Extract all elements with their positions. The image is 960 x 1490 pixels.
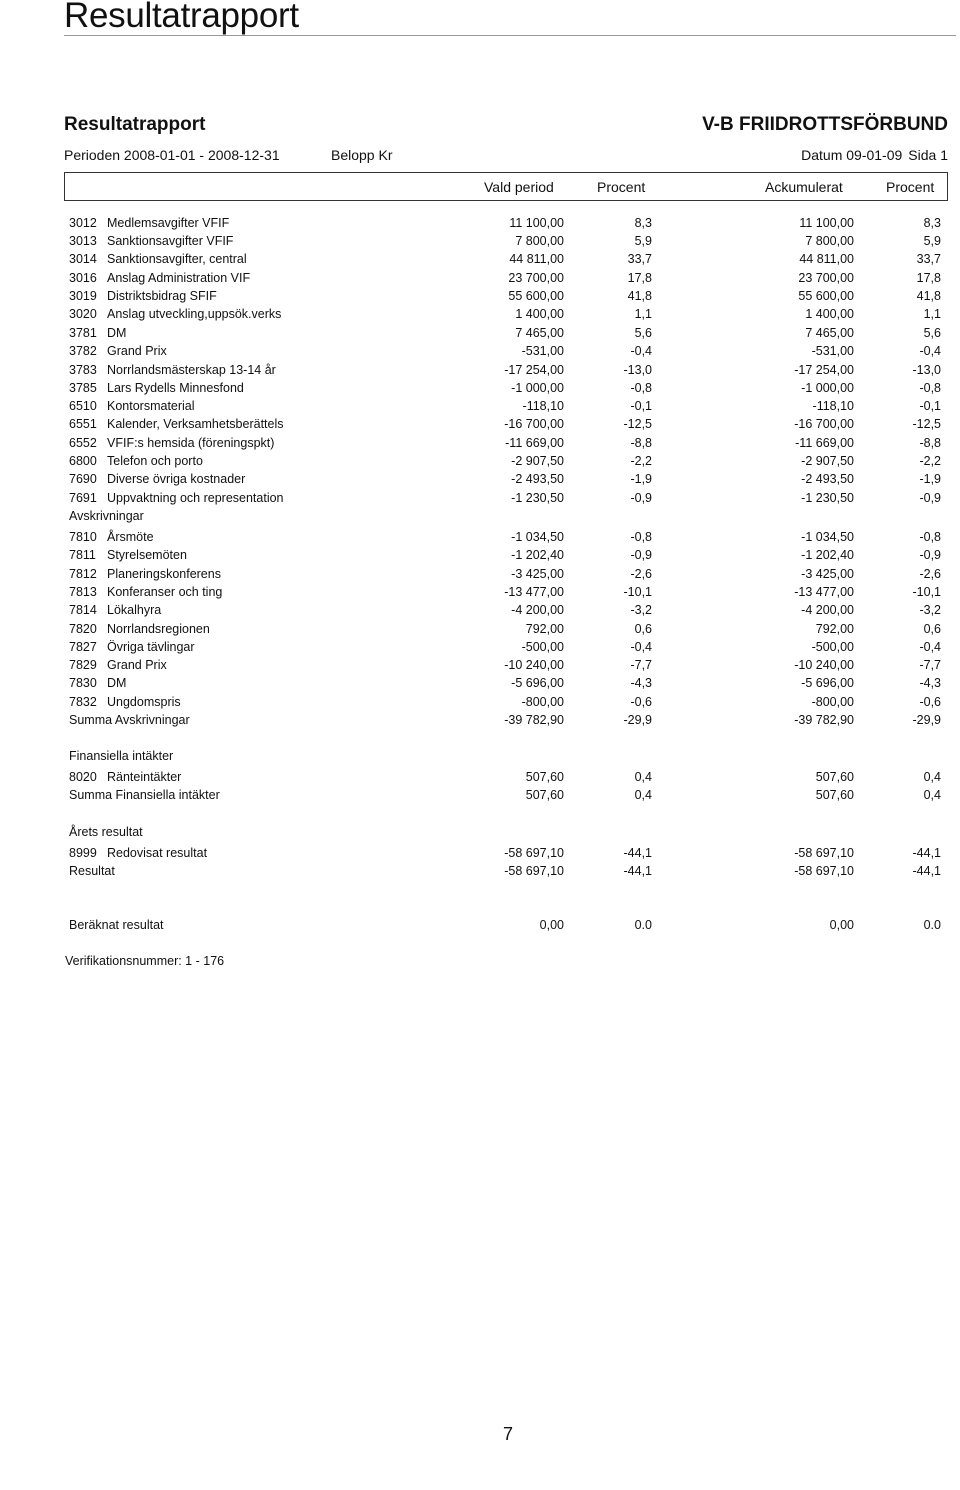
accumulated-amount: -39 782,90 [794,713,854,727]
account-name: Lökalhyra [107,603,162,617]
account-name: VFIF:s hemsida (föreningspkt) [107,436,275,450]
table-row [0,287,960,305]
period-percent: 0,4 [634,788,652,802]
accumulated-percent: -7,7 [919,658,941,672]
account-number: 3016 [69,271,97,285]
row-label [69,620,210,638]
row-label [69,638,195,656]
period-amount: -58 697,10 [504,846,564,860]
account-number: 3782 [69,344,97,358]
column-header-percent: Procent [597,179,646,195]
table-row [0,528,960,546]
row-label [69,823,143,841]
table-row [0,656,960,674]
period-percent: -0,9 [630,491,652,505]
accumulated-percent: -3,2 [919,603,941,617]
account-number: 3781 [69,326,97,340]
account-number: 3013 [69,234,97,248]
accumulated-amount: -5 696,00 [801,676,854,690]
accumulated-amount: -10 240,00 [794,658,854,672]
accumulated-amount: -531,00 [811,344,854,358]
table-row [0,620,960,638]
accumulated-percent: 0,6 [923,622,941,636]
accumulated-amount: 7 465,00 [805,326,854,340]
table-row [0,342,960,360]
row-label [69,656,167,674]
table-row [0,565,960,583]
period-percent: -0,8 [630,381,652,395]
accumulated-amount: -58 697,10 [794,864,854,878]
account-name: Norrlandsregionen [107,622,210,636]
amount-unit: Belopp Kr [331,147,393,163]
account-name: Ungdomspris [107,695,181,709]
table-row [0,583,960,601]
period-amount: -800,00 [521,695,564,709]
account-number: 6800 [69,454,97,468]
table-row [0,489,960,507]
row-label [69,269,250,287]
row-label [69,214,229,232]
account-number: 7832 [69,695,97,709]
period-percent: 1,1 [634,307,652,321]
period-amount: -2 907,50 [511,454,564,468]
account-name: DM [107,326,127,340]
report-date: Datum 09-01-09 [801,147,903,163]
account-number: 7811 [69,548,96,562]
table-row [0,214,960,232]
account-name: Anslag Administration VIF [107,271,251,285]
account-name: Finansiella intäkter [69,749,174,763]
period-percent: 0,6 [634,622,652,636]
period-amount: -118,10 [522,399,564,413]
table-section-row [0,916,960,934]
account-number: 7829 [69,658,97,672]
period-percent: -0,6 [630,695,652,709]
verification-numbers: Verifikationsnummer: 1 - 176 [65,954,225,968]
table-row [0,379,960,397]
account-name: Redovisat resultat [107,846,208,860]
row-label [69,786,220,804]
account-number: 7830 [69,676,97,690]
accumulated-amount: 792,00 [815,622,854,636]
table-section-row [0,507,960,525]
account-name: Anslag utveckling,uppsök.verks [107,307,282,321]
table-row [0,324,960,342]
accumulated-percent: -13,0 [912,363,941,377]
table-row [0,674,960,692]
date-page-info [795,147,948,163]
row-label [69,528,154,546]
account-name: Styrelsemöten [107,548,187,562]
accumulated-amount: 507,60 [815,770,854,784]
period-amount: -1 202,40 [511,548,564,562]
accumulated-percent: 1,1 [923,307,941,321]
row-label [69,601,161,619]
period-amount: -13 477,00 [504,585,564,599]
table-row [0,546,960,564]
period-percent: -2,6 [630,567,652,581]
row-label [69,324,126,342]
table-row [0,305,960,323]
account-name: Planeringskonferens [107,567,221,581]
accumulated-amount: -58 697,10 [794,846,854,860]
period-amount: -2 493,50 [511,472,564,486]
account-name: Resultat [69,864,115,878]
table-row [0,269,960,287]
account-name: Lars Rydells Minnesfond [107,381,244,395]
accumulated-percent: 0.0 [923,918,941,932]
accumulated-amount: 507,60 [815,788,854,802]
accumulated-amount: -17 254,00 [794,363,854,377]
accumulated-amount: 23 700,00 [798,271,854,285]
period-amount: -1 000,00 [511,381,564,395]
period-amount: 7 800,00 [515,234,564,248]
row-label [69,693,181,711]
period-percent: -8,8 [630,436,652,450]
account-name: Diverse övriga kostnader [107,472,246,486]
accumulated-percent: 5,9 [923,234,941,248]
account-number: 7691 [69,491,97,505]
period-amount: -16 700,00 [504,417,564,431]
account-number: 7820 [69,622,97,636]
accumulated-amount: -1 034,50 [801,530,854,544]
accumulated-percent: -2,2 [919,454,941,468]
accumulated-amount: 44 811,00 [799,252,854,266]
account-name: Beräknat resultat [69,918,164,932]
page-title: Resultatrapport [64,0,299,35]
table-row [0,452,960,470]
period-percent: -10,1 [623,585,652,599]
accumulated-amount: -500,00 [811,640,854,654]
account-name: Ränteintäkter [107,770,182,784]
period-percent: -7,7 [630,658,652,672]
account-name: Distriktsbidrag SFIF [107,289,217,303]
account-number: 3783 [69,363,97,377]
period-amount: -17 254,00 [504,363,564,377]
row-label [69,916,164,934]
period-percent: 0.0 [634,918,652,932]
account-number: 7813 [69,585,97,599]
period-amount: -3 425,00 [511,567,564,581]
account-name: DM [107,676,127,690]
period-percent: -29,9 [623,713,652,727]
period-amount: -58 697,10 [504,864,564,878]
accumulated-amount: -800,00 [811,695,854,709]
period-percent: 0,4 [634,770,652,784]
row-label [69,379,244,397]
accumulated-amount: -13 477,00 [794,585,854,599]
period-amount: 507,60 [525,788,564,802]
period-percent: -4,3 [630,676,652,690]
row-label [69,305,281,323]
row-label [69,470,245,488]
period-percent: -1,9 [630,472,652,486]
period-amount: 1 400,00 [515,307,564,321]
period-amount: 23 700,00 [508,271,564,285]
period-amount: -39 782,90 [504,713,564,727]
table-section-row [0,823,960,841]
table-row [0,638,960,656]
report-period: Perioden 2008-01-01 - 2008-12-31 [64,147,280,163]
account-number: 7814 [69,603,97,617]
row-label [69,768,181,786]
table-section-row [0,711,960,729]
table-section-row [0,862,960,880]
period-amount: -11 669,00 [505,436,564,450]
accumulated-percent: -0,4 [919,640,941,654]
row-label [69,250,247,268]
period-percent: 33,7 [627,252,652,266]
period-percent: -13,0 [623,363,652,377]
table-row [0,470,960,488]
account-number: 8020 [69,770,97,784]
account-number: 6552 [69,436,97,450]
account-number: 3012 [69,216,97,230]
accumulated-amount: -2 493,50 [801,472,854,486]
row-label [69,546,187,564]
column-header-selected-period: Vald period [484,179,554,195]
accumulated-amount: 11 100,00 [799,216,854,230]
period-amount: 507,60 [525,770,564,784]
accumulated-amount: 55 600,00 [798,289,854,303]
period-percent: -0,9 [630,548,652,562]
account-number: 3020 [69,307,97,321]
period-amount: -1 034,50 [511,530,564,544]
accumulated-percent: -4,3 [919,676,941,690]
period-amount: 792,00 [525,622,564,636]
period-percent: -0,4 [630,640,652,654]
period-percent: -0,8 [630,530,652,544]
accumulated-percent: -1,9 [919,472,941,486]
accumulated-amount: -118,10 [812,399,854,413]
period-amount: -10 240,00 [504,658,564,672]
accumulated-percent: -44,1 [912,864,941,878]
table-section-row [0,786,960,804]
period-percent: 8,3 [634,216,652,230]
period-percent: -12,5 [623,417,652,431]
accumulated-amount: -11 669,00 [795,436,854,450]
row-label [69,434,274,452]
table-row [0,601,960,619]
accumulated-amount: -4 200,00 [801,603,854,617]
accumulated-amount: 7 800,00 [805,234,854,248]
accumulated-percent: -8,8 [919,436,941,450]
accumulated-amount: -1 230,50 [801,491,854,505]
row-label [69,507,144,525]
accumulated-percent: 0,4 [923,770,941,784]
account-number: 7812 [69,567,97,581]
period-amount: -531,00 [521,344,564,358]
accumulated-percent: -44,1 [912,846,941,860]
table-row [0,693,960,711]
account-number: 3785 [69,381,97,395]
table-row [0,361,960,379]
account-name: Årets resultat [69,825,143,839]
account-name: Medlemsavgifter VFIF [107,216,230,230]
row-label [69,452,203,470]
table-row [0,844,960,862]
account-name: Avskrivningar [69,509,144,523]
table-section-row [0,747,960,765]
account-name: Grand Prix [107,344,167,358]
period-percent: -2,2 [630,454,652,468]
organization-name: V-B FRIIDROTTSFÖRBUND [702,114,948,135]
table-row [0,250,960,268]
accumulated-percent: -0,4 [919,344,941,358]
page-number: 7 [503,1424,514,1444]
accumulated-amount: -1 202,40 [801,548,854,562]
account-number: 6510 [69,399,97,413]
account-name: Övriga tävlingar [107,640,195,654]
accumulated-percent: -29,9 [912,713,941,727]
period-amount: -4 200,00 [511,603,564,617]
row-label [69,415,284,433]
table-row [0,415,960,433]
account-name: Sanktionsavgifter, central [107,252,247,266]
title-divider [64,35,956,36]
account-name: Sanktionsavgifter VFIF [107,234,234,248]
accumulated-percent: 8,3 [923,216,941,230]
account-name: Uppvaktning och representation [107,491,284,505]
accumulated-percent: 33,7 [916,252,941,266]
accumulated-percent: -10,1 [912,585,941,599]
column-header-accumulated: Ackumulerat [765,179,843,195]
accumulated-amount: 0,00 [829,918,854,932]
row-label [69,583,222,601]
accumulated-percent: -0,8 [919,530,941,544]
account-number: 7690 [69,472,97,486]
account-number: 7827 [69,640,97,654]
table-row [0,434,960,452]
period-percent: -3,2 [630,603,652,617]
account-name: Summa Avskrivningar [69,713,190,727]
row-label [69,565,221,583]
row-label [69,287,217,305]
accumulated-amount: 1 400,00 [805,307,854,321]
table-row [0,232,960,250]
row-label [69,397,195,415]
accumulated-percent: 41,8 [916,289,941,303]
table-row [0,397,960,415]
accumulated-amount: -2 907,50 [801,454,854,468]
period-percent: 5,9 [634,234,652,248]
account-name: Kalender, Verksamhetsberättels [107,417,284,431]
account-name: Norrlandsmästerskap 13-14 år [107,363,276,377]
page-indicator: Sida 1 [908,147,948,163]
accumulated-percent: 0,4 [923,788,941,802]
row-label [69,674,126,692]
table-row [0,768,960,786]
accumulated-percent: -0,6 [919,695,941,709]
row-label [69,844,207,862]
account-name: Kontorsmaterial [107,399,195,413]
account-number: 3014 [69,252,97,266]
accumulated-percent: -0,1 [919,399,941,413]
accumulated-amount: -16 700,00 [794,417,854,431]
period-amount: 0,00 [539,918,564,932]
accumulated-percent: 17,8 [916,271,941,285]
period-percent: 17,8 [627,271,652,285]
period-amount: -500,00 [521,640,564,654]
period-percent: -44,1 [623,846,652,860]
period-amount: 11 100,00 [509,216,564,230]
period-amount: 44 811,00 [509,252,564,266]
accumulated-amount: -1 000,00 [801,381,854,395]
account-name: Summa Finansiella intäkter [69,788,220,802]
row-label [69,342,167,360]
accumulated-percent: -12,5 [912,417,941,431]
row-label [69,711,190,729]
column-header-accumulated-percent: Procent [886,179,935,195]
row-label [69,489,284,507]
account-name: Konferanser och ting [107,585,223,599]
account-name: Grand Prix [107,658,167,672]
row-label [69,232,233,250]
account-name: Årsmöte [107,530,154,544]
report-title: Resultatrapport [64,114,206,135]
row-label [69,747,173,765]
account-number: 6551 [69,417,97,431]
period-percent: -0,4 [630,344,652,358]
period-amount: -5 696,00 [511,676,564,690]
period-percent: 41,8 [627,289,652,303]
account-number: 8999 [69,846,97,860]
accumulated-amount: -3 425,00 [801,567,854,581]
period-percent: -44,1 [623,864,652,878]
accumulated-percent: -0,9 [919,491,941,505]
period-percent: -0,1 [630,399,652,413]
period-percent: 5,6 [634,326,652,340]
accumulated-percent: 5,6 [923,326,941,340]
accumulated-percent: -0,8 [919,381,941,395]
accumulated-percent: -2,6 [919,567,941,581]
period-amount: -1 230,50 [511,491,564,505]
account-name: Telefon och porto [107,454,203,468]
accumulated-percent: -0,9 [919,548,941,562]
account-number: 7810 [69,530,97,544]
row-label [69,361,276,379]
period-amount: 7 465,00 [515,326,564,340]
account-number: 3019 [69,289,97,303]
period-amount: 55 600,00 [508,289,564,303]
row-label [69,862,115,880]
